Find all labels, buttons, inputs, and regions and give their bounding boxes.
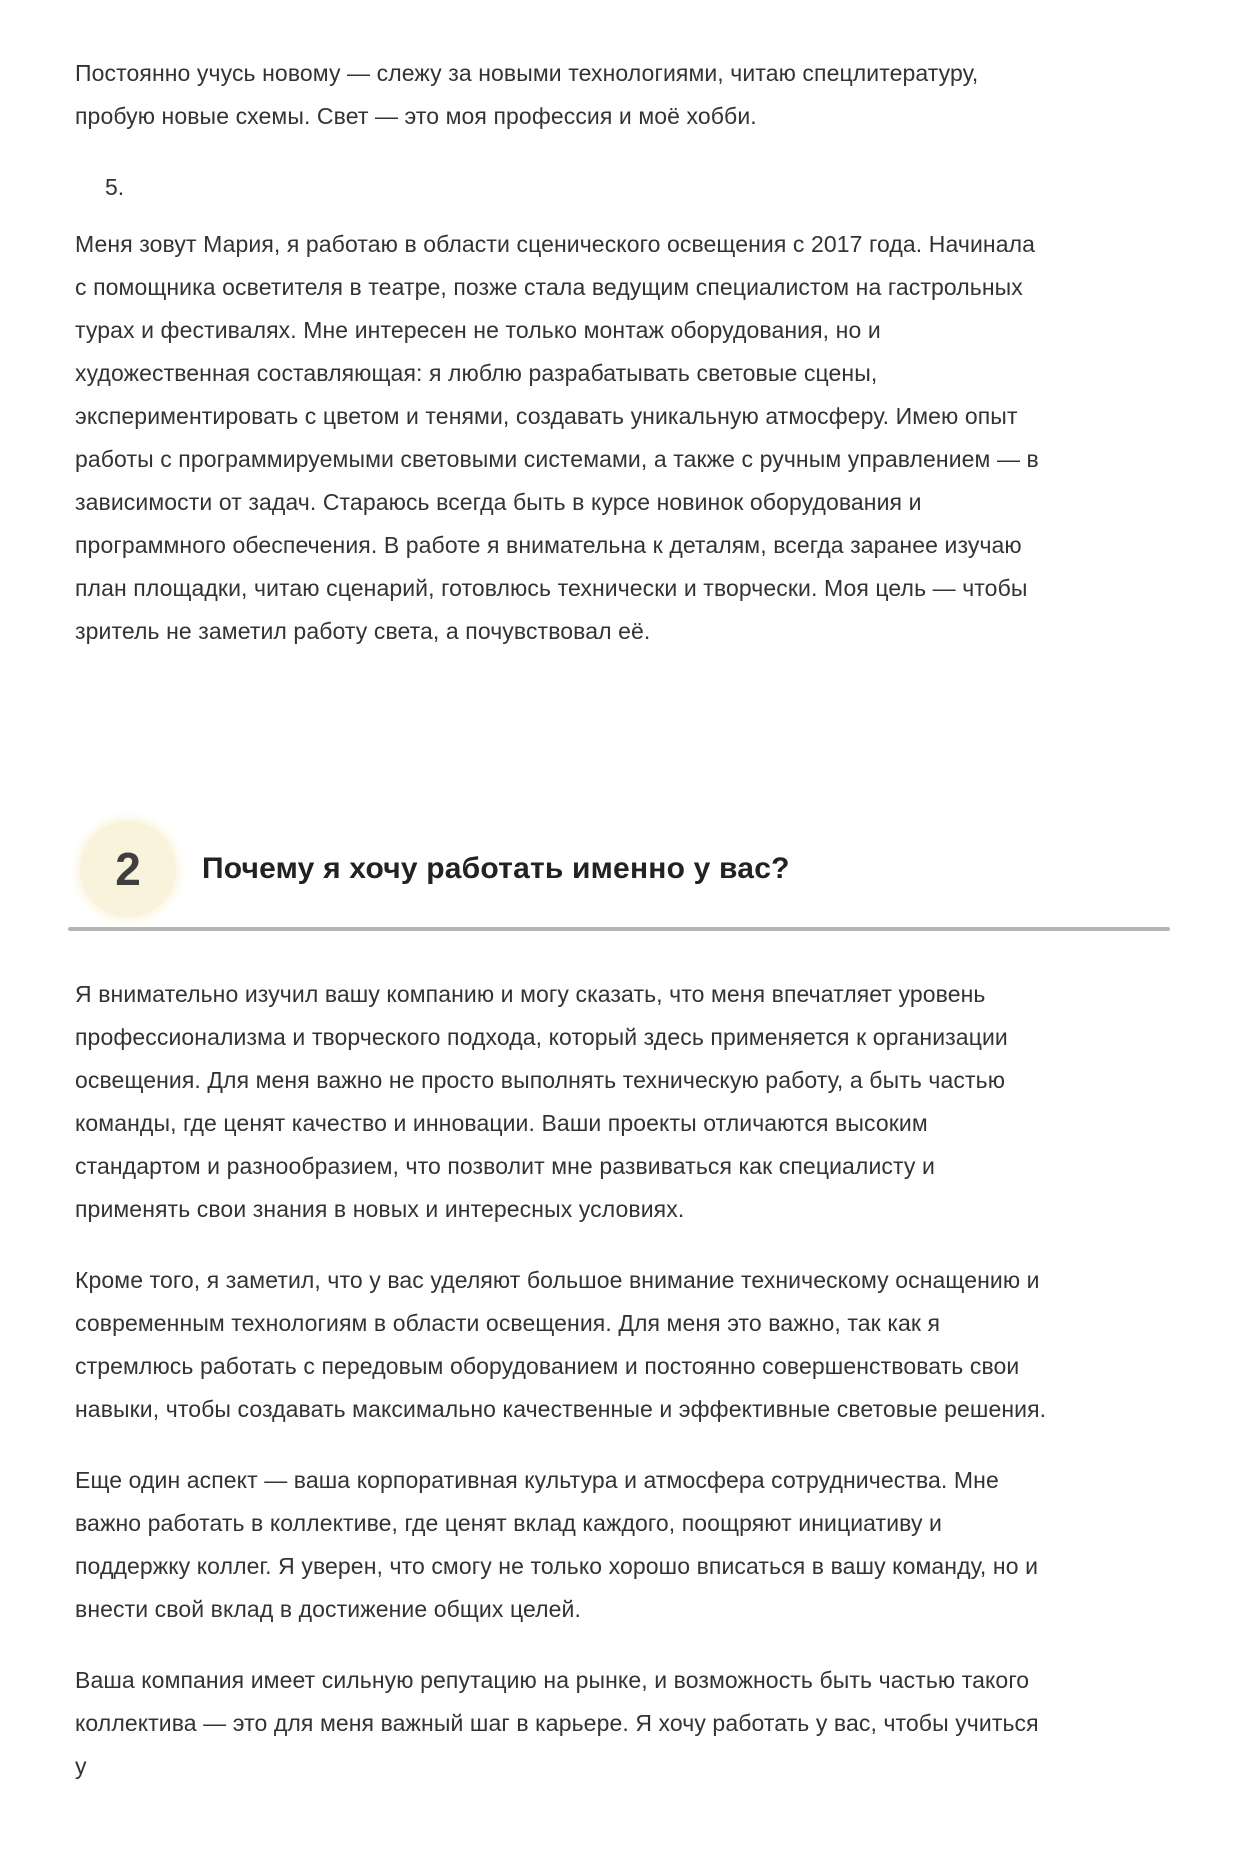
section-header <box>68 821 1170 931</box>
section-paragraph-3: Еще один аспект — ваша корпоративная культура и атмосфера сотрудничества. Мне важно работать в коллективе, где ценят вклад каждого, поощряют инициативу и поддержку коллег. Я уверен, что смогу не только хорошо вписаться в вашу команду, но и внести свой вклад в достижение общих целей. <box>75 1467 1039 1622</box>
section-paragraph-1: Я внимательно изучил вашу компанию и могу сказать, что меня впечатляет уровень профессионализма и творческого подхода, который здесь применяется к организации освещения. Для меня важно не просто выполнять техническую работу, а быть частью команды, где ценят качество и инновации. Ваши проекты отличаются высоким стандартом и разнообразием, что позволит мне развиваться как специалисту и применять свои знания в новых и интересных условиях. <box>75 981 1008 1222</box>
section-divider <box>68 927 1170 931</box>
list-item-number-5: 5. <box>105 174 125 200</box>
about-paragraph: Меня зовут Мария, я работаю в области сценического освещения с 2017 года. Начинала с помощника осветителя в театре, позже стала ведущим специалистом на гастрольных турах и фестивалях. Мне интересен не только монтаж оборудования, но и художественная составляющая: я люблю разрабатывать световые сцены, экспериментировать с цветом и тенями, создавать уникальную атмосферу. Имею опыт работы с программируемыми световыми системами, а также с ручным управлением — в зависимости от задач. Стараюсь всегда быть в курсе новинок оборудования и программного обеспечения. В работе я внимательна к деталям, всегда заранее изучаю план площадки, читаю сценарий, готовлюсь технически и творчески. Моя цель — чтобы зритель не заметил работу света, а почувствовал её. <box>75 231 1039 644</box>
section-number-badge: 2 <box>80 821 176 917</box>
intro-paragraph: Постоянно учусь новому — слежу за новыми технологиями, читаю спецлитературу, пробую новые схемы. Свет — это моя профессия и моё хобби. <box>75 60 979 129</box>
section-paragraph-2: Кроме того, я заметил, что у вас уделяют большое внимание техническому оснащению и современным технологиям в области освещения. Для меня это важно, так как я стремлюсь работать с передовым оборудованием и постоянно совершенствовать свои навыки, чтобы создавать максимально качественные и эффективные световые решения. <box>75 1267 1047 1422</box>
section-title: Почему я хочу работать именно у вас? <box>202 852 790 885</box>
section-header-row <box>68 821 1170 917</box>
section-paragraph-4: Ваша компания имеет сильную репутацию на рынке, и возможность быть частью такого коллектива — это для меня важный шаг в карьере. Я хочу работать у вас, чтобы учиться у <box>75 1667 1039 1779</box>
